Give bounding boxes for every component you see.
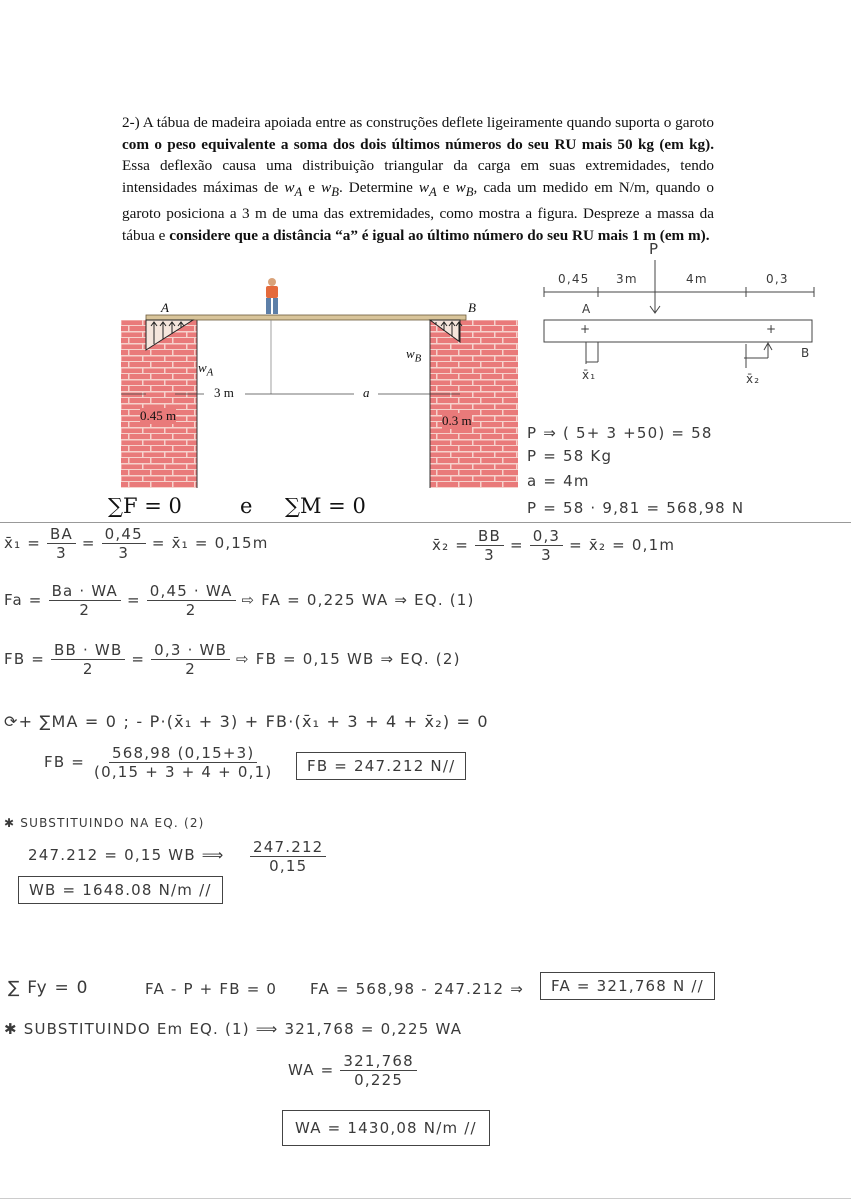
sketch-x2: x̄₂ bbox=[746, 372, 761, 386]
sketch-d4: 0,3 bbox=[766, 272, 789, 286]
wb-fraction: $\frac{247.212}{0,15}$ bbox=[250, 838, 326, 875]
figure-dim-045: 0.45 m bbox=[140, 408, 177, 423]
sketch-d1: 0,45 bbox=[558, 272, 590, 286]
figure-label-wA: $w_A$ bbox=[198, 360, 214, 379]
sum-moment-eq: ∑M = 0 bbox=[285, 494, 366, 518]
eq-and: e bbox=[240, 494, 253, 518]
sketch-A: A bbox=[582, 302, 592, 316]
figure-drawing bbox=[118, 278, 522, 488]
moment-eq: ⟳+ ∑MA = 0 ; - P·(x̄₁ + 3) + FB·(x̄₁ + 3 + 4 + x̄₂) = 0 bbox=[4, 712, 489, 731]
divider bbox=[0, 522, 851, 523]
figure-label-A: A bbox=[161, 300, 169, 315]
figure-dim-3m: 3 m bbox=[214, 385, 234, 400]
sketch-d3: 4m bbox=[686, 272, 708, 286]
wb-result-box: WB = 1648.08 N/m // bbox=[18, 876, 223, 904]
hand-sketch bbox=[538, 240, 828, 400]
fa-expression: Fa = $\frac{Ba \cdot WA}{2}$ = $\frac{0,45 \cdot WA}{2}$ ⇨ FA = 0,225 WA ⇒ EQ. (1) bbox=[4, 582, 475, 619]
given-line-3: a = 4m bbox=[527, 472, 590, 490]
x1-calc: x̄₁ = $\frac{BA}{3}$ = $\frac{0,45}{3}$ = x̄₁ = 0,15m bbox=[4, 525, 269, 562]
wa-result-box: WA = 1430,08 N/m // bbox=[282, 1110, 490, 1146]
sketch-plus2: + bbox=[766, 322, 778, 336]
fb-calc: FB = $\frac{568,98 (0,15+3)}{(0,15 + 3 + 4 + 0,1)}$ bbox=[44, 744, 273, 781]
boy-icon bbox=[266, 278, 278, 314]
figure-dim-03: 0.3 m bbox=[442, 413, 472, 428]
sum-fy: ∑ Fy = 0 bbox=[8, 978, 89, 998]
sketch-B: B bbox=[801, 346, 811, 360]
sum-force-eq: ∑F = 0 bbox=[108, 494, 182, 518]
given-line-1: P ⇒ ( 5+ 3 +50) = 58 bbox=[527, 424, 713, 442]
wa-calc: WA = $\frac{321,768}{0,225}$ bbox=[288, 1052, 417, 1089]
sketch-x1: x̄₁ bbox=[582, 368, 597, 382]
fa-result-box: FA = 321,768 N // bbox=[540, 972, 715, 1000]
fb-expression: FB = $\frac{BB \cdot WB}{2}$ = $\frac{0,3 \cdot WB}{2}$ ⇨ FB = 0,15 WB ⇒ EQ. (2) bbox=[4, 641, 461, 678]
sketch-plus1: + bbox=[580, 322, 592, 336]
right-wall bbox=[430, 320, 518, 488]
left-wall bbox=[121, 320, 197, 488]
bottom-rule bbox=[0, 1198, 851, 1199]
x2-calc: x̄₂ = $\frac{BB}{3}$ = $\frac{0,3}{3}$ = x̄₂ = 0,1m bbox=[432, 527, 676, 564]
given-line-4: P = 58 · 9,81 = 568,98 N bbox=[527, 499, 745, 517]
figure-label-wB: $w_B$ bbox=[406, 346, 422, 365]
textbook-figure bbox=[118, 278, 522, 488]
fa-calc: FA = 568,98 - 247.212 ⇒ bbox=[310, 980, 525, 998]
problem-statement: 2-) A tábua de madeira apoiada entre as construções deflete ligeiramente quando suporta o garoto com o peso equivalente a soma dos dois últimos números do seu RU mais 50 kg (em kg). Essa deflexão causa uma distribuição triangular da carga em suas extremidades, tendo intensidades máximas de $w_A$ e $w_B$. Determine $w_A$ e $w_B$, cada um medido em N/m, quando o garoto posiciona a 3 m de uma das extremidades, como mostra a figura. Despreze a massa da tábua e considere que a distância “a” é igual ao último número do seu RU mais 1 m (em m). bbox=[122, 114, 714, 244]
wb-line: 247.212 = 0,15 WB ⟹ bbox=[28, 846, 225, 864]
fy-eq: FA - P + FB = 0 bbox=[145, 980, 278, 998]
figure-label-B: B bbox=[468, 300, 476, 315]
subst-eq2: ✱ SUBSTITUINDO NA EQ. (2) bbox=[4, 816, 205, 830]
fb-result-box: FB = 247.212 N// bbox=[296, 752, 466, 780]
given-line-2: P = 58 Kg bbox=[527, 447, 613, 465]
plank bbox=[146, 315, 466, 320]
sketch-d2: 3m bbox=[616, 272, 638, 286]
figure-dim-a: a bbox=[363, 385, 370, 400]
sketch-P: P bbox=[649, 240, 660, 258]
subst-eq1: ✱ SUBSTITUINDO Em EQ. (1) ⟹ 321,768 = 0,225 WA bbox=[4, 1020, 463, 1038]
